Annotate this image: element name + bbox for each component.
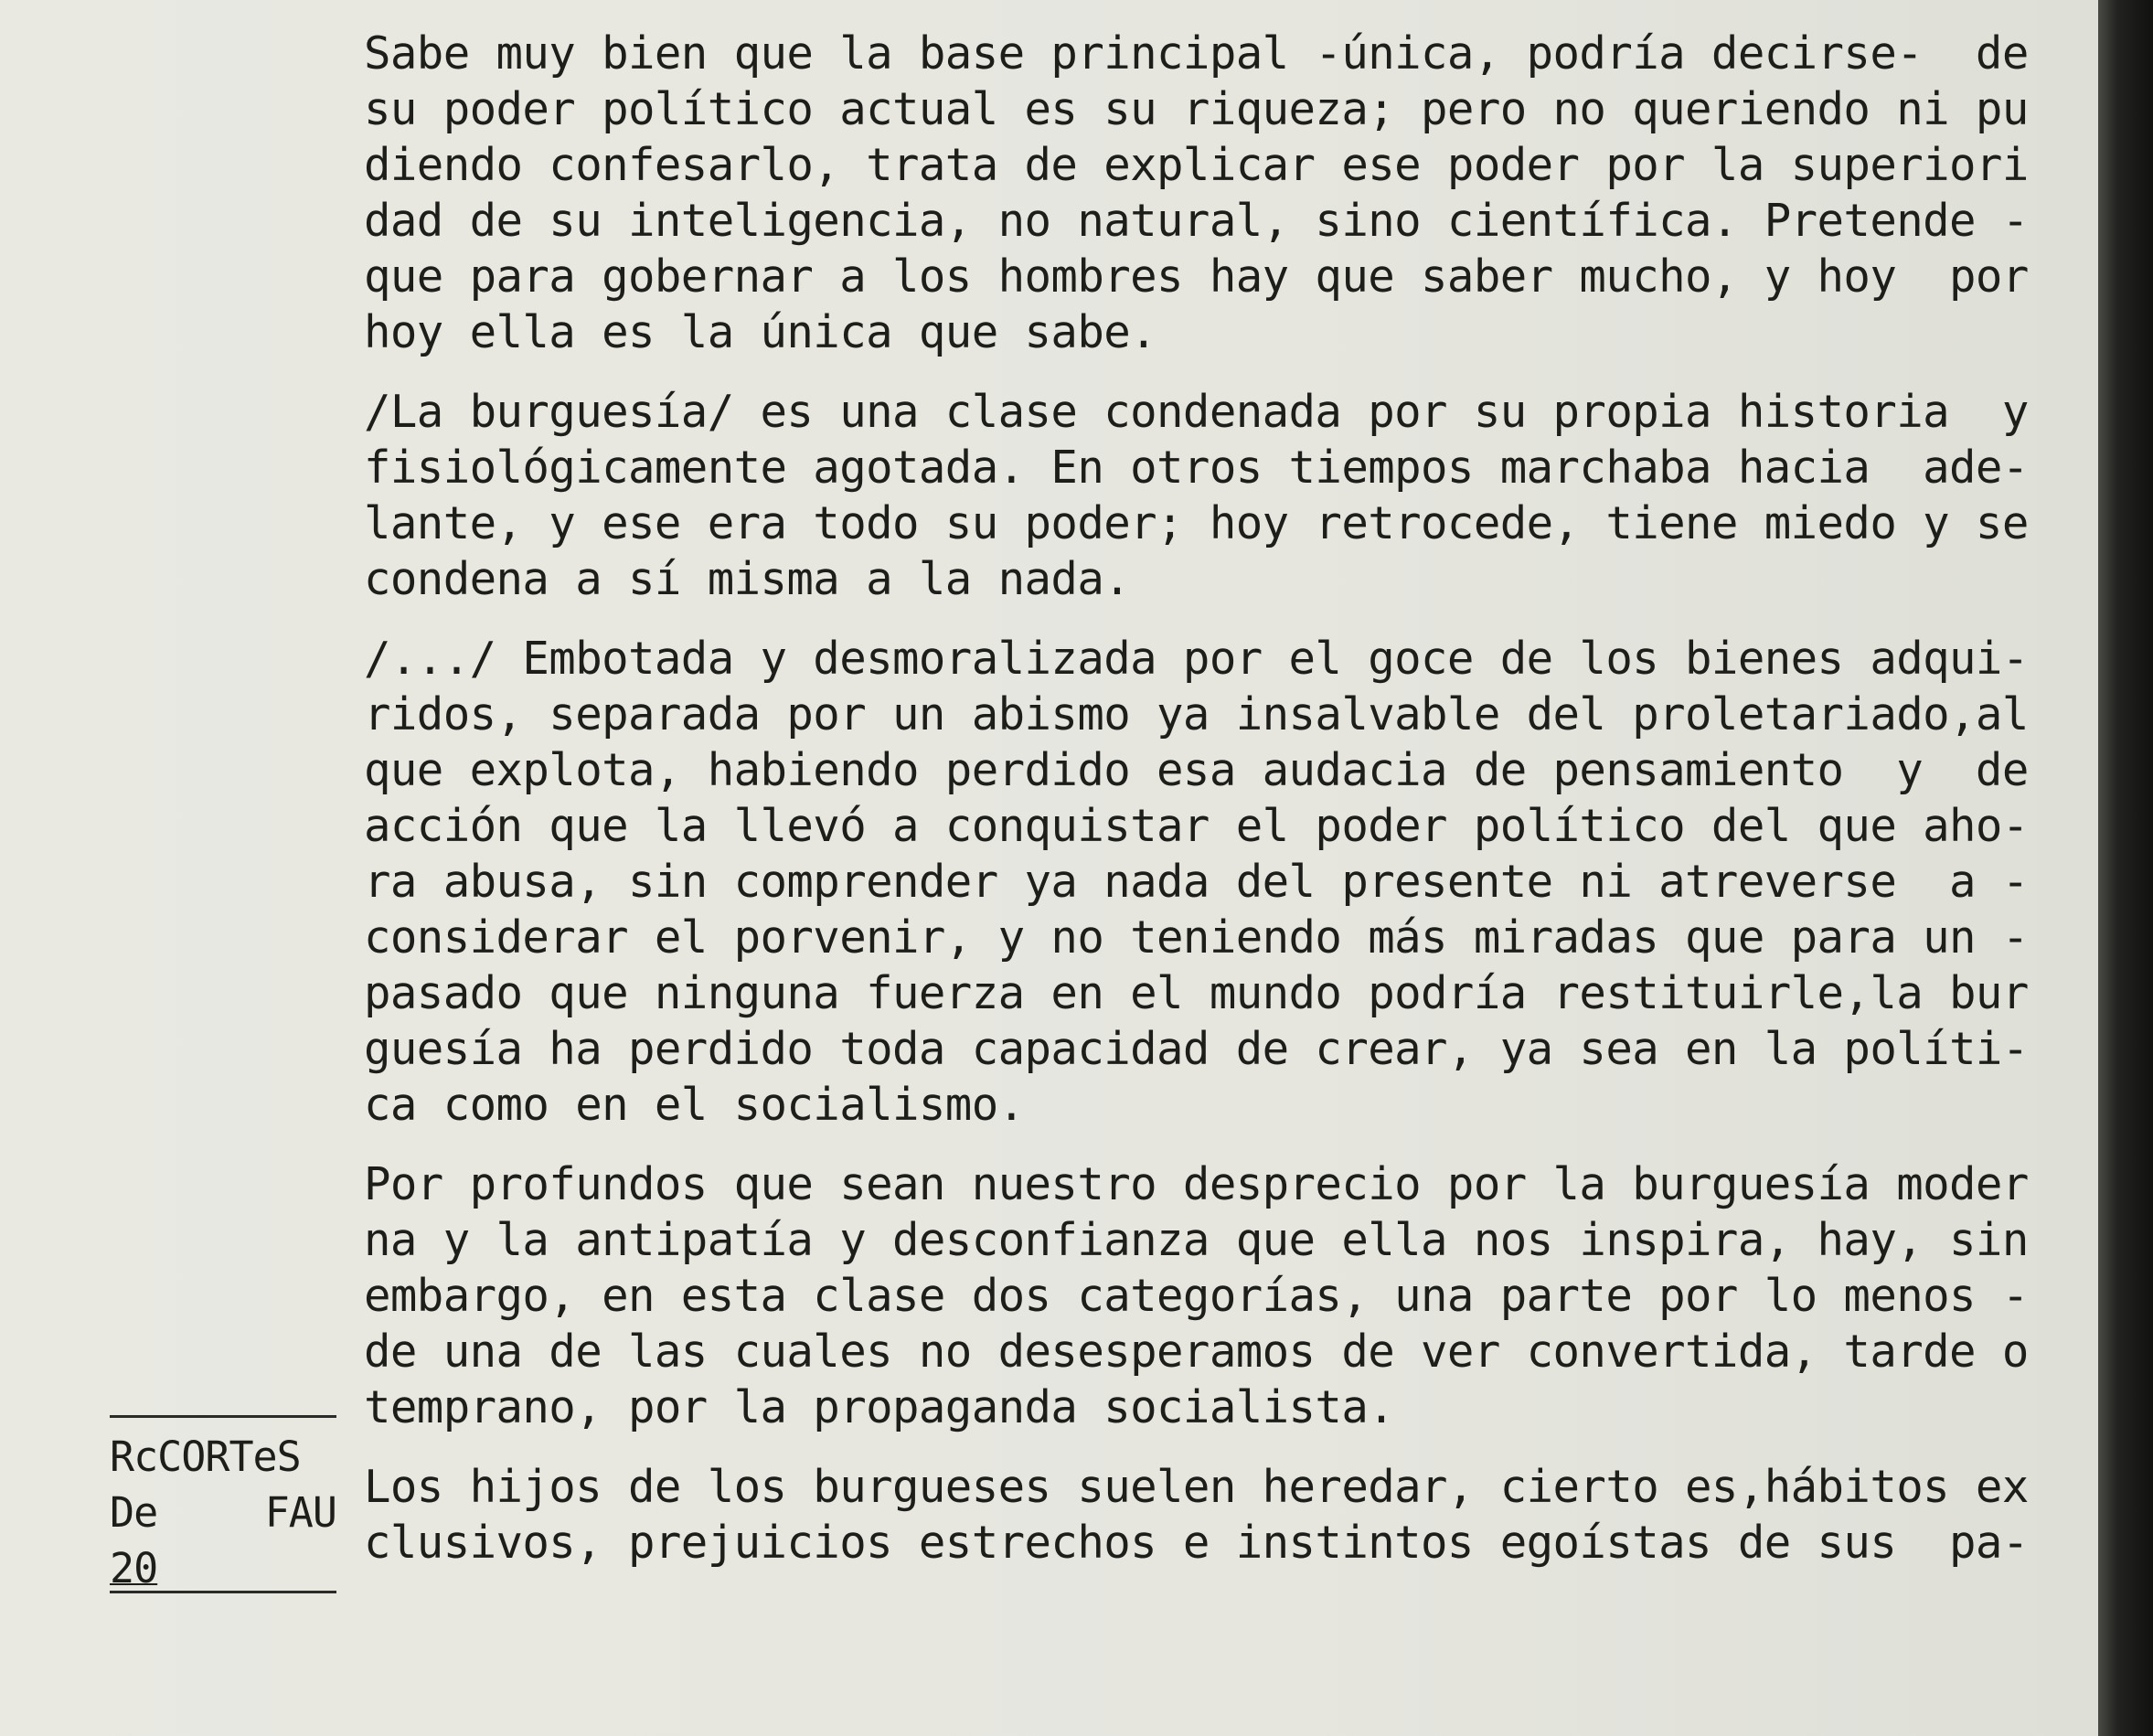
text-line: guesía ha perdido toda capacidad de crear, ya sea en la políti-: [364, 1023, 2029, 1075]
text-line: lante, y ese era todo su poder; hoy retrocede, tiene miedo y se: [364, 497, 2029, 549]
text-line: su poder político actual es su riqueza; pero no queriendo ni pu: [364, 83, 2029, 135]
label-source-line: [110, 1485, 336, 1540]
text-line: clusivos, prejuicios estrechos e instintos egoístas de sus pa-: [364, 1517, 2029, 1569]
label-top-rule: [110, 1415, 336, 1418]
paragraph-bourgeoisie-condemned: [364, 384, 2101, 607]
text-line: temprano, por la propaganda socialista.: [364, 1381, 1395, 1433]
text-line: ra abusa, sin comprender ya nada del presente ni atreverse a -: [364, 856, 2029, 908]
text-line: condena a sí misma a la nada.: [364, 553, 1131, 605]
label-title: RcCORTeS: [110, 1432, 301, 1481]
text-line: /La burguesía/ es una clase condenada por su propia historia y: [364, 386, 2029, 438]
text-line: dad de su inteligencia, no natural, sino científica. Pretende -: [364, 195, 2029, 247]
label-de: De: [110, 1488, 158, 1537]
text-line: de una de las cuales no desesperamos de ver convertida, tarde o: [364, 1326, 2029, 1378]
text-line: diendo confesarlo, trata de explicar ese poder por la superiori: [364, 139, 2029, 191]
paragraph-wealth-and-power: [364, 26, 2101, 360]
label-number: 20: [110, 1544, 158, 1592]
paragraph-embotada: [364, 631, 2101, 1133]
paragraph-children-of-bourgeois: [364, 1459, 2101, 1571]
label-title-line: [110, 1429, 336, 1485]
label-fau: FAU: [264, 1488, 336, 1537]
text-line: acción que la llevó a conquistar el poder político del que aho-: [364, 800, 2029, 852]
text-line: que para gobernar a los hombres hay que saber mucho, y hoy por: [364, 250, 2029, 303]
text-line: ca como en el socialismo.: [364, 1079, 1025, 1131]
text-line: Sabe muy bien que la base principal -única, podría decirse- de: [364, 27, 2029, 80]
typewritten-text-body: [364, 26, 2101, 1594]
text-line: pasado que ninguna fuerza en el mundo podría restituirle,la bur: [364, 967, 2029, 1019]
text-line: na y la antipatía y desconfianza que ella nos inspira, hay, sin: [364, 1214, 2029, 1266]
text-line: Por profundos que sean nuestro desprecio por la burguesía moder: [364, 1158, 2029, 1210]
page-edge-shadow: [2098, 0, 2153, 1736]
text-line: embargo, en esta clase dos categorías, una parte por lo menos -: [364, 1270, 2029, 1322]
paragraph-contempt: [364, 1156, 2101, 1435]
text-line: hoy ella es la única que sabe.: [364, 306, 1157, 358]
label-number-line: [110, 1540, 336, 1596]
text-line: considerar el porvenir, y no teniendo más miradas que para un -: [364, 911, 2029, 964]
text-line: que explota, habiendo perdido esa audacia de pensamiento y de: [364, 744, 2029, 796]
recortes-side-label: [110, 1415, 336, 1593]
text-line: Los hijos de los burgueses suelen heredar, cierto es,hábitos ex: [364, 1461, 2029, 1513]
text-line: /.../ Embotada y desmoralizada por el goce de los bienes adqui-: [364, 633, 2029, 685]
text-line: fisiológicamente agotada. En otros tiempos marchaba hacia ade-: [364, 442, 2029, 494]
text-line: ridos, separada por un abismo ya insalvable del proletariado,al: [364, 688, 2029, 740]
